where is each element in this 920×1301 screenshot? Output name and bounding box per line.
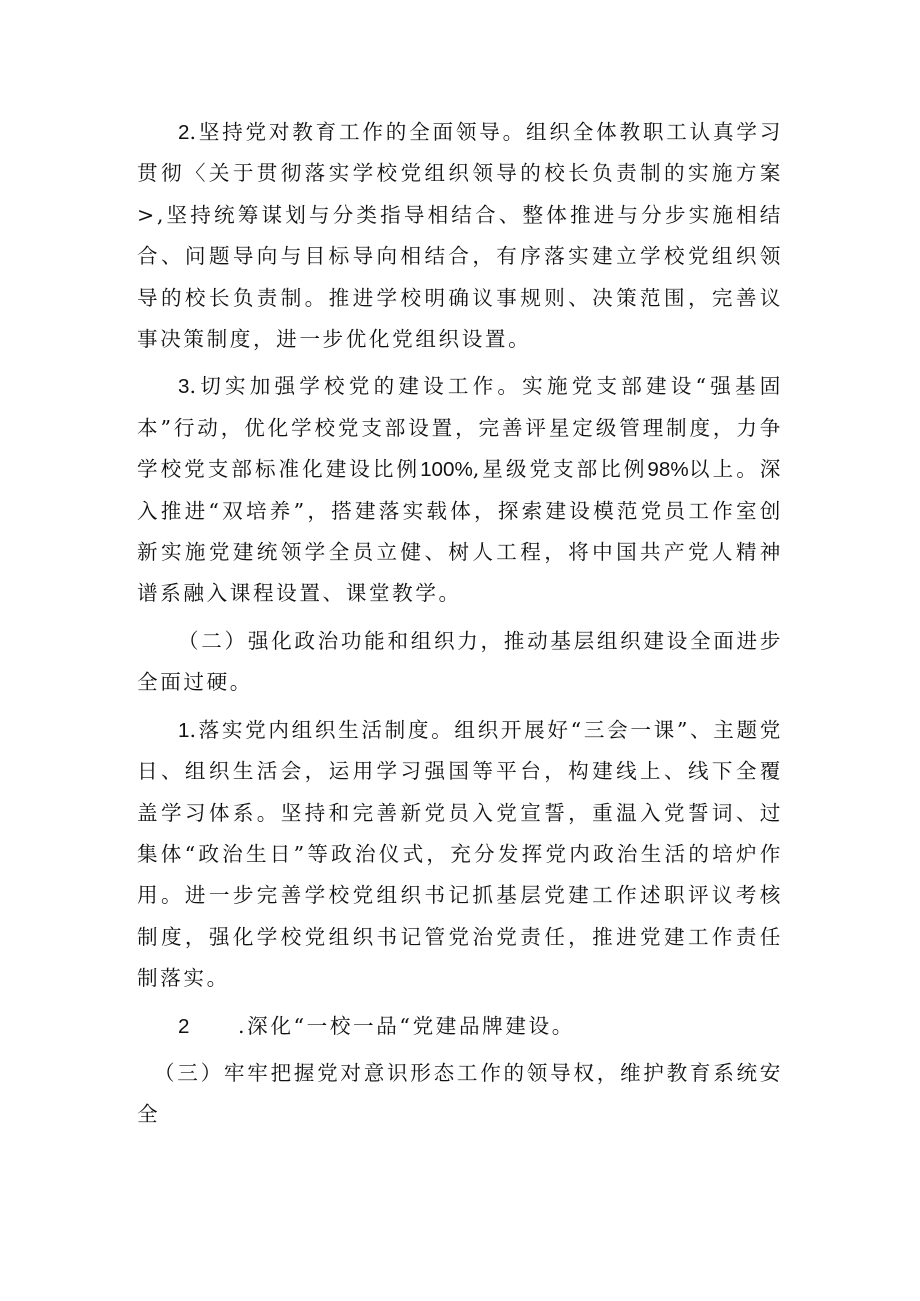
percentage-value: 100% <box>420 458 473 482</box>
section-heading-2 <box>137 621 783 704</box>
item-number: 3 <box>178 375 190 399</box>
item-number: 1 <box>178 718 190 742</box>
paragraph-text: 以上。深入推进“双培养”，搭建落实载体，探索建设模范党员工作室创新实施党建统领学全员立健、树人工程，将中国共产党人精神谱系融入课程设置、课堂教学。 <box>137 457 783 606</box>
section-heading-3 <box>137 1053 783 1136</box>
heading-text: （二）强化政治功能和组织力，推动基层组织建设全面进步全面过硬。 <box>137 628 783 695</box>
item-number: 2 <box>178 121 190 144</box>
paragraph-item-2-brand-building <box>137 1006 783 1047</box>
paragraph-text: ,星级党支部比例 <box>472 457 648 482</box>
heading-text: （三）牢牢把握党对意识形态工作的领导权，维护教育系统安全 <box>137 1060 783 1127</box>
paragraph-item-1-organization-life <box>137 710 783 1000</box>
paragraph-item-2-party-leadership <box>137 112 783 360</box>
paragraph-text: .深化“一校一品“党建品牌建设。 <box>238 1013 575 1038</box>
paragraph-text: .落实党内组织生活制度。组织开展好“三会一课”、主题党日、组织生活会，运用学习强国等平台，构建线上、线下全覆盖学习体系。坚持和完善新党员入党宣誓，重温入党誓词、过集体“政治生日”等政治仪式，充分发挥党内政治生活的培炉作用。进一步完善学校党组织书记抓基层党建工作述职评议考核制度，强化学校党组织书记管党治党责任，推进党建工作责任制落实。 <box>137 717 783 991</box>
percentage-value: 98% <box>647 458 689 482</box>
paragraph-item-3-party-building <box>137 366 783 614</box>
paragraph-text: .坚持党对教育工作的全面领导。组织全体教职工认真学习贯彻〈关于贯彻落实学校党组织领导的校长负责制的实施方案>,坚持统筹谋划与分类指导相结合、整体推进与分步实施相结合、问题导向与目标导向相结合，有序落实建立学校党组织领导的校长负责制。推进学校明确议事规则、决策范围，完善议事决策制度，进一步优化党组织设置。 <box>137 120 783 352</box>
paragraph-text: .切实加强学校党的建设工作。实施党支部建设“强基固本”行动，优化学校党支部设置，完善评星定级管理制度，力争学校党支部标准化建设比例 <box>137 374 783 482</box>
item-number: 2 <box>178 1014 193 1038</box>
document-page <box>137 112 783 1142</box>
